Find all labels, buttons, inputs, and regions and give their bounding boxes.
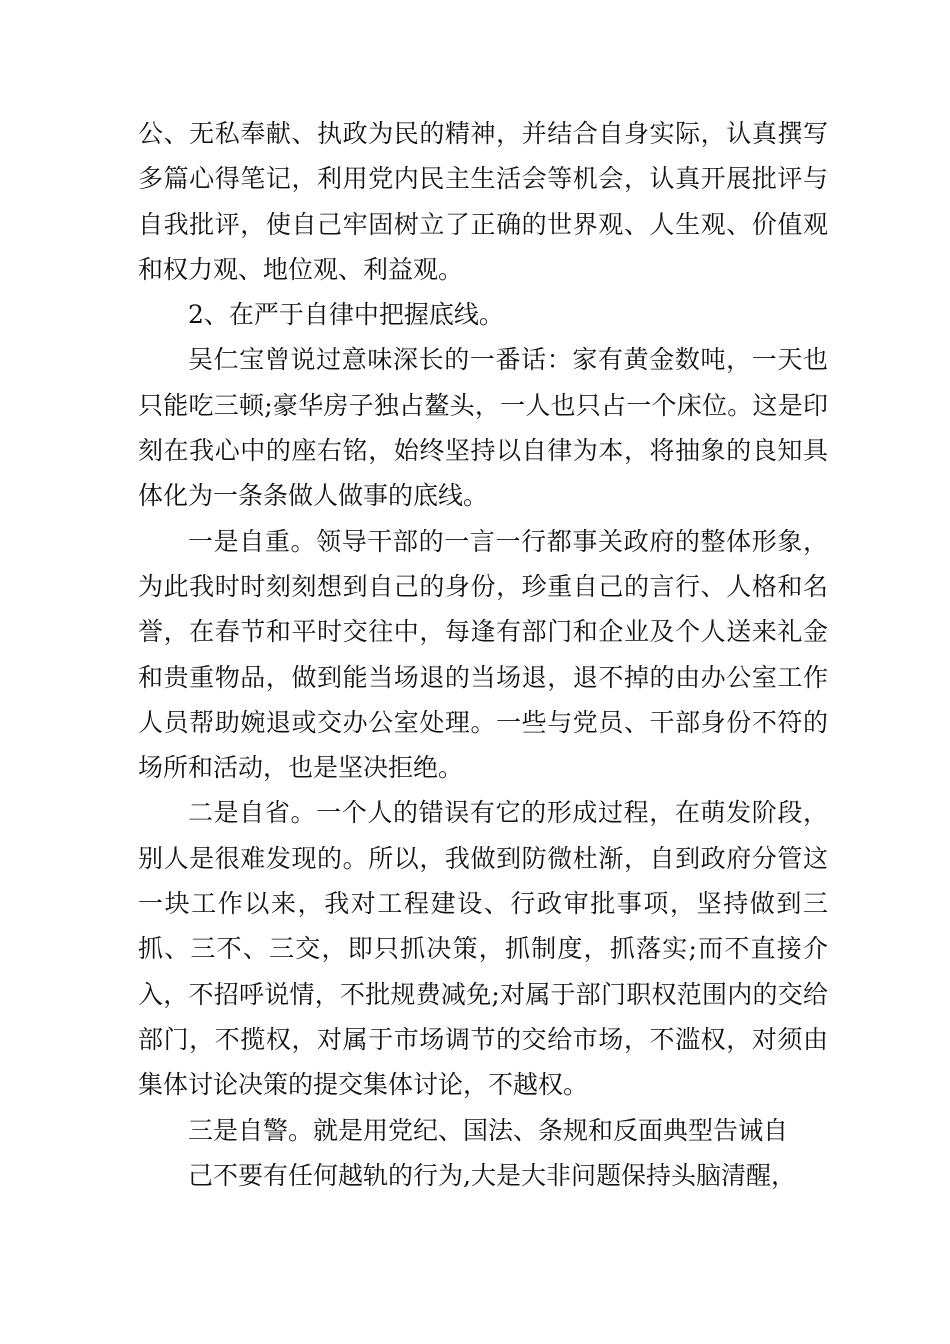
document-page (138, 111, 828, 1198)
paragraph-7: 己不要有任何越轨的行为,大是大非问题保持头脑清醒， (188, 1160, 796, 1190)
paragraph-6: 三是自警。就是用党纪、国法、条规和反面典型告诫自 (188, 1115, 789, 1145)
paragraph-3: 吴仁宝曾说过意味深长的一番话：家有黄金数吨，一天也只能吃三顿;豪华房子独占鳌头，一人也只占一个床位。这是印刻在我心中的座右铭，始终坚持以自律为本，将抽象的良知具体化为一条条做人做事的底线。 (138, 345, 828, 511)
paragraph-2-heading: 2、在严于自律中把握底线。 (188, 300, 504, 330)
paragraph-4: 一是自重。领导干部的一言一行都事关政府的整体形象，为此我时时刻刻想到自己的身份，珍重自己的言行、人格和名誉，在春节和平时交往中，每逢有部门和企业及个人送来礼金和贵重物品，做到能当场退的当场退，退不掉的由办公室工作人员帮助婉退或交办公室处理。一些与党员、干部身份不符的场所和活动，也是坚决拒绝。 (138, 526, 828, 783)
paragraph-1: 公、无私奉献、执政为民的精神，并结合自身实际，认真撰写多篇心得笔记，利用党内民主生活会等机会，认真开展批评与自我批评，使自己牢固树立了正确的世界观、人生观、价值观和权力观、地位观、利益观。 (138, 119, 828, 284)
paragraph-5: 二是自省。一个人的错误有它的形成过程，在萌发阶段，别人是很难发现的。所以，我做到防微杜渐，自到政府分管这一块工作以来，我对工程建设、行政审批事项，坚持做到三抓、三不、三交，即只抓决策，抓制度，抓落实;而不直接介入，不招呼说情，不批规费减免;对属于部门职权范围内的交给部门，不揽权，对属于市场调节的交给市场，不滥权，对须由集体讨论决策的提交集体讨论，不越权。 (138, 798, 828, 1100)
